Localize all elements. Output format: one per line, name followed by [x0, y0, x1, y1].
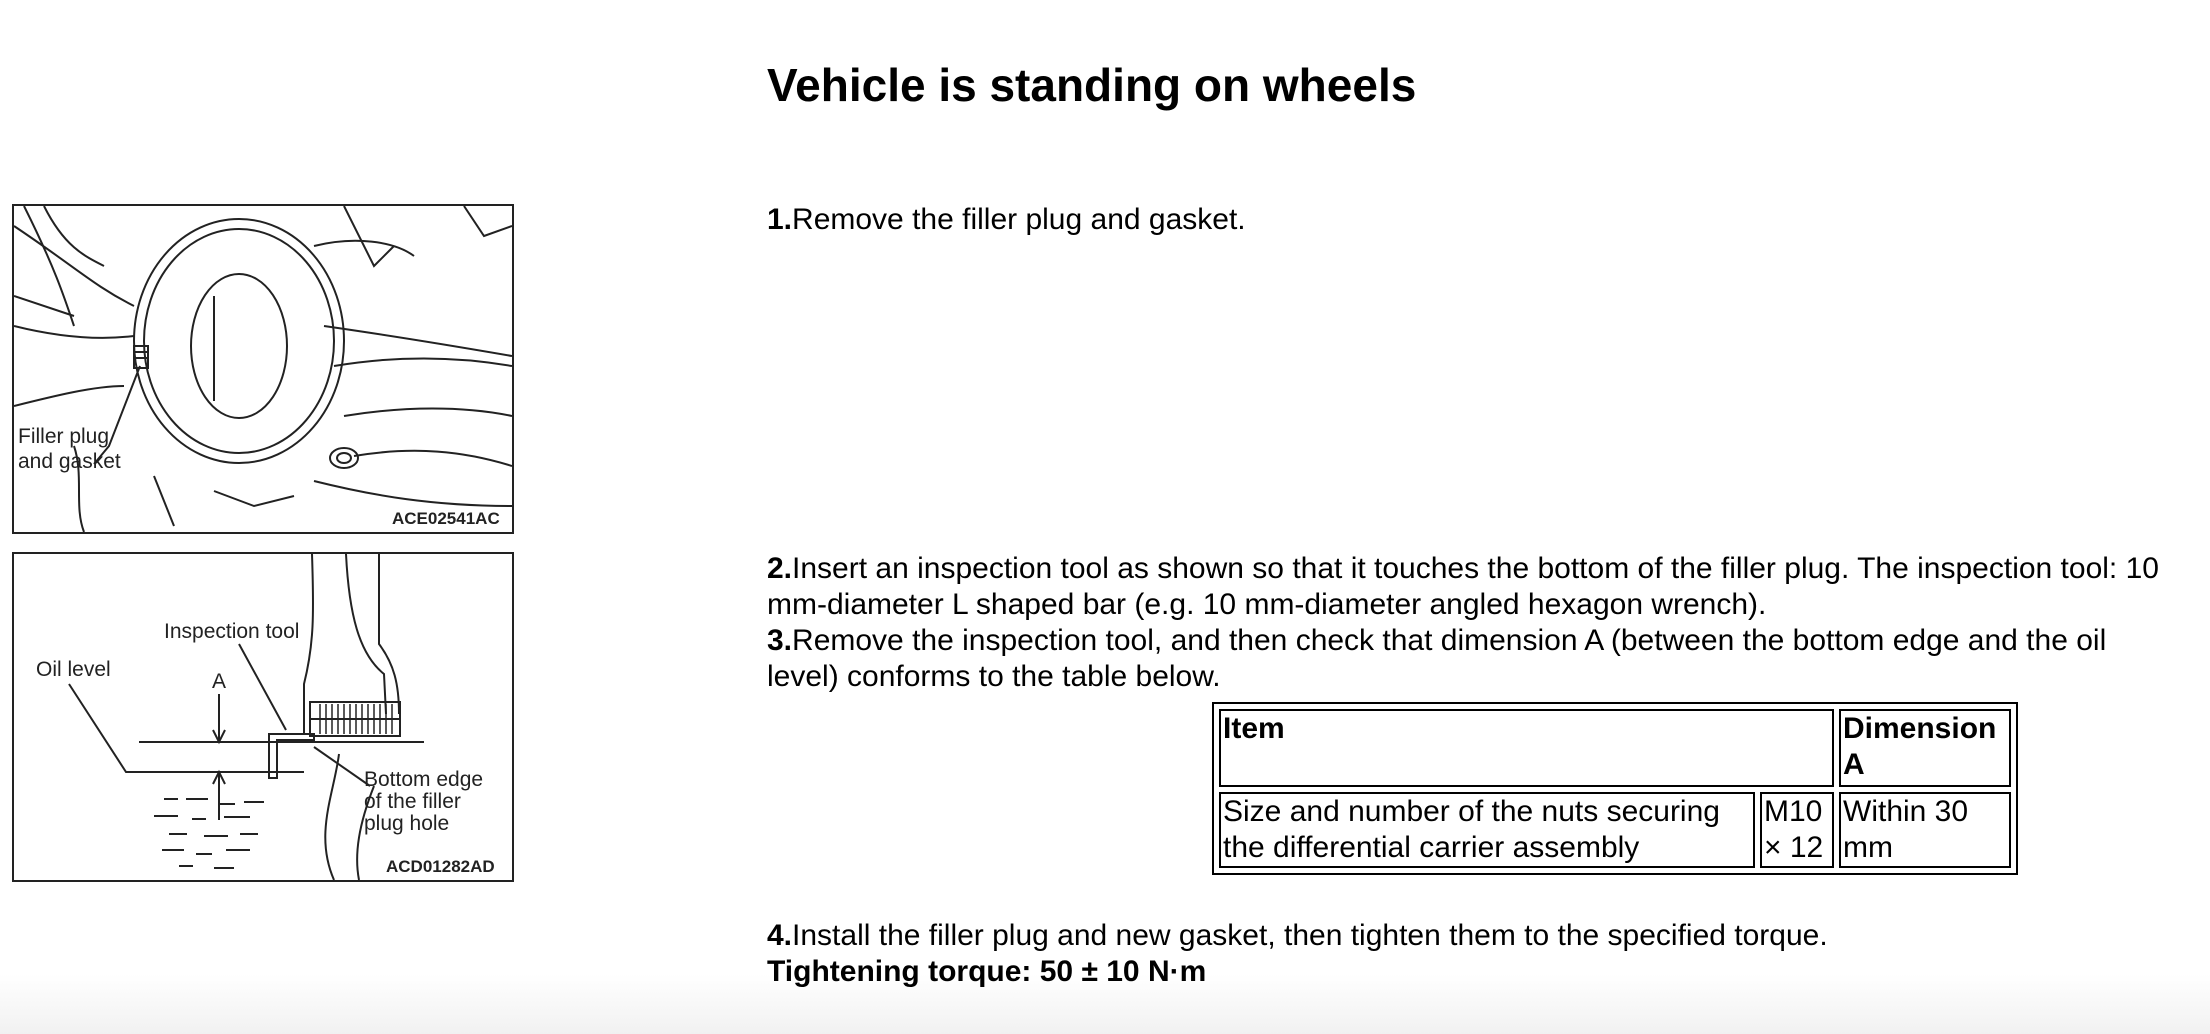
- steps-2-3: [767, 551, 2167, 695]
- step-2: [767, 551, 2167, 623]
- tightening-torque: [767, 954, 2167, 990]
- step-4-line: [767, 918, 2167, 954]
- cell-nuts: M10 × 12: [1760, 792, 1834, 868]
- step-text: Insert an inspection tool as shown so that it touches the bottom of the filler plug. The inspection tool: 10 mm-diameter L shaped bar (e.g. 10 mm-diameter angled hexagon wrench).: [767, 552, 2159, 621]
- step-1: [767, 202, 2167, 238]
- table-row: [1219, 792, 2011, 868]
- step-4: [767, 918, 2167, 990]
- inspection-tool-figure: [12, 552, 514, 882]
- filler-plug-label-line1: Filler plug: [18, 425, 110, 448]
- step-number: 1.: [767, 203, 793, 236]
- figure-code: ACD01282AD: [386, 857, 495, 876]
- differential-housing-drawing: [14, 206, 512, 532]
- dimension-a-label: A: [212, 670, 227, 693]
- bottom-edge-label-line3: plug hole: [364, 812, 450, 835]
- step-number: 2.: [767, 552, 793, 585]
- torque-text: Tightening torque: 50 ± 10 N·m: [767, 955, 1207, 988]
- step-3: [767, 623, 2167, 695]
- step-number: 4.: [767, 919, 793, 952]
- dimension-table: [1212, 702, 2018, 875]
- filler-plug-label-line2: and gasket: [18, 450, 121, 473]
- bottom-edge-label-line1: Bottom edge: [364, 768, 484, 791]
- step-text: Install the filler plug and new gasket, then tighten them to the specified torque.: [792, 919, 1828, 952]
- figure-code: ACE02541AC: [392, 509, 500, 528]
- table-header-row: [1219, 709, 2011, 787]
- filler-plug-figure: [12, 204, 514, 534]
- step-text: Remove the filler plug and gasket.: [792, 203, 1246, 236]
- inspection-tool-label: Inspection tool: [164, 620, 300, 643]
- oil-level-label: Oil level: [36, 658, 111, 681]
- header-item: Item: [1219, 709, 1834, 787]
- header-dimension: Dimension A: [1839, 709, 2011, 787]
- cell-dimension: Within 30 mm: [1839, 792, 2011, 868]
- bottom-edge-label-line2: of the filler: [364, 790, 461, 813]
- step-text: Remove the inspection tool, and then check that dimension A (between the bottom edge and the oil level) conforms to the table below.: [767, 624, 2107, 693]
- inspection-diagram: [14, 554, 512, 880]
- cell-item: Size and number of the nuts securing the differential carrier assembly: [1219, 792, 1755, 868]
- step-number: 3.: [767, 624, 793, 657]
- page-title: Vehicle is standing on wheels: [767, 59, 1417, 111]
